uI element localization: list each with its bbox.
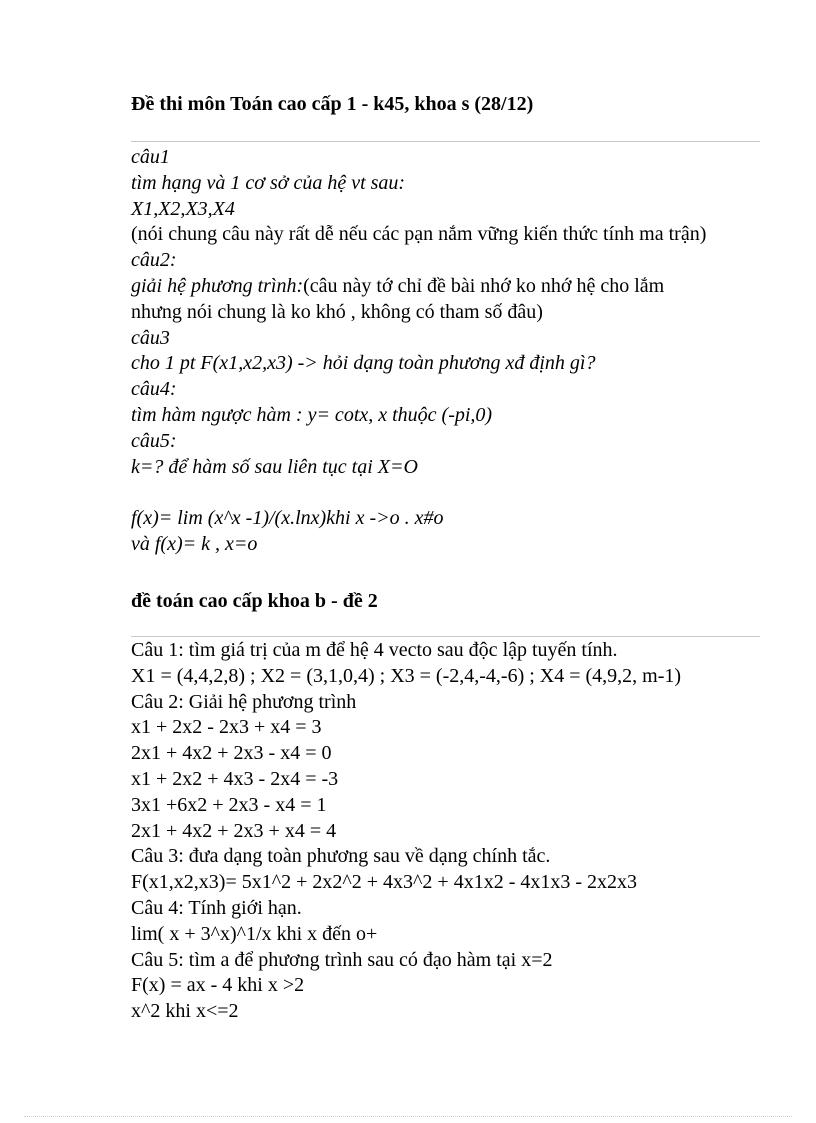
exam-1-line	[131, 506, 444, 532]
text-segment: giải hệ phương trình:	[131, 275, 304, 297]
exam-2-line: F(x1,x2,x3)= 5x1^2 + 2x2^2 + 4x3^2 + 4x1x2 - 4x1x3 - 2x2x3	[131, 871, 638, 894]
exam-2-line: Câu 4: Tính giới hạn.	[131, 897, 302, 919]
exam-2-line: Câu 1: tìm giá trị của m để hệ 4 vecto sau độc lập tuyến tính.	[131, 639, 618, 661]
text-segment: câu1	[131, 146, 170, 168]
text-segment: k=? để hàm số sau liên tục tại X=O	[131, 455, 418, 478]
exam-1-line	[131, 351, 595, 377]
text-segment: và f(x)= k , x=o	[131, 533, 258, 555]
exam-2-line: 2x1 + 4x2 + 2x3 - x4 = 0	[131, 742, 332, 765]
divider-2	[131, 636, 760, 637]
exam-2-line: lim( x + 3^x)^1/x khi x đến o+	[131, 922, 378, 945]
exam-2-line: Câu 2: Giải hệ phương trình	[131, 690, 357, 713]
exam-1-line	[131, 248, 177, 274]
exam-1-line	[131, 455, 418, 481]
exam-1-line	[131, 222, 706, 248]
text-segment: (nói chung câu này rất dễ nếu các pạn nắm vững kiến thức tính ma trận)	[131, 223, 707, 246]
text-segment: nhưng nói chung là ko khó , không có tham số đâu)	[131, 300, 543, 323]
text-segment: tìm hạng và 1 cơ sở của hệ vt sau:	[131, 171, 406, 194]
exam-1-line	[131, 429, 177, 455]
exam-2-line: x^2 khi x<=2	[131, 1000, 239, 1023]
exam-1-line	[131, 532, 257, 558]
exam-2-line: Câu 5: tìm a để phương trình sau có đạo hàm tại x=2	[131, 948, 553, 971]
exam-1-line	[131, 145, 170, 171]
exam-title-2: đề toán cao cấp khoa b - đề 2	[131, 590, 378, 612]
exam-title-1: Đề thi môn Toán cao cấp 1 - k45, khoa s (28/12)	[131, 93, 534, 115]
exam-1-line	[131, 197, 235, 223]
exam-1-line	[131, 171, 405, 197]
text-segment: (câu này tớ chỉ đề bài nhớ ko nhớ hệ cho lắm	[303, 275, 665, 297]
text-segment: câu5:	[131, 429, 177, 452]
divider-1	[131, 141, 760, 142]
exam-1-line	[131, 274, 664, 300]
exam-2-line: X1 = (4,4,2,8) ; X2 = (3,1,0,4) ; X3 = (-2,4,-4,-6) ; X4 = (4,9,2, m-1)	[131, 664, 682, 687]
text-segment: f(x)= lim (x^x -1)/(x.lnx)khi x ->o . x#o	[131, 507, 444, 530]
text-segment: câu2:	[131, 249, 177, 272]
text-segment: cho 1 pt F(x1,x2,x3) -> hỏi dạng toàn phương xđ định gì?	[131, 352, 596, 375]
exam-1-line	[131, 326, 170, 352]
text-segment: câu4:	[131, 378, 177, 401]
exam-1-line	[131, 300, 543, 326]
exam-1-line	[131, 403, 492, 429]
exam-2-line: x1 + 2x2 - 2x3 + x4 = 3	[131, 716, 322, 739]
exam-2-line: x1 + 2x2 + 4x3 - 2x4 = -3	[131, 768, 339, 790]
exam-1-line	[131, 377, 177, 403]
text-segment: tìm hàm ngược hàm : y= cotx, x thuộc (-pi,0)	[131, 404, 493, 426]
exam-2-line: 2x1 + 4x2 + 2x3 + x4 = 4	[131, 819, 337, 842]
page-bottom-border	[24, 1116, 792, 1117]
exam-2-line: 3x1 +6x2 + 2x3 - x4 = 1	[131, 793, 327, 816]
text-segment: câu3	[131, 326, 170, 349]
exam-2-line: Câu 3: đưa dạng toàn phương sau về dạng chính tắc.	[131, 845, 551, 868]
text-segment: X1,X2,X3,X4	[131, 197, 235, 220]
exam-2-line: F(x) = ax - 4 khi x >2	[131, 974, 305, 997]
